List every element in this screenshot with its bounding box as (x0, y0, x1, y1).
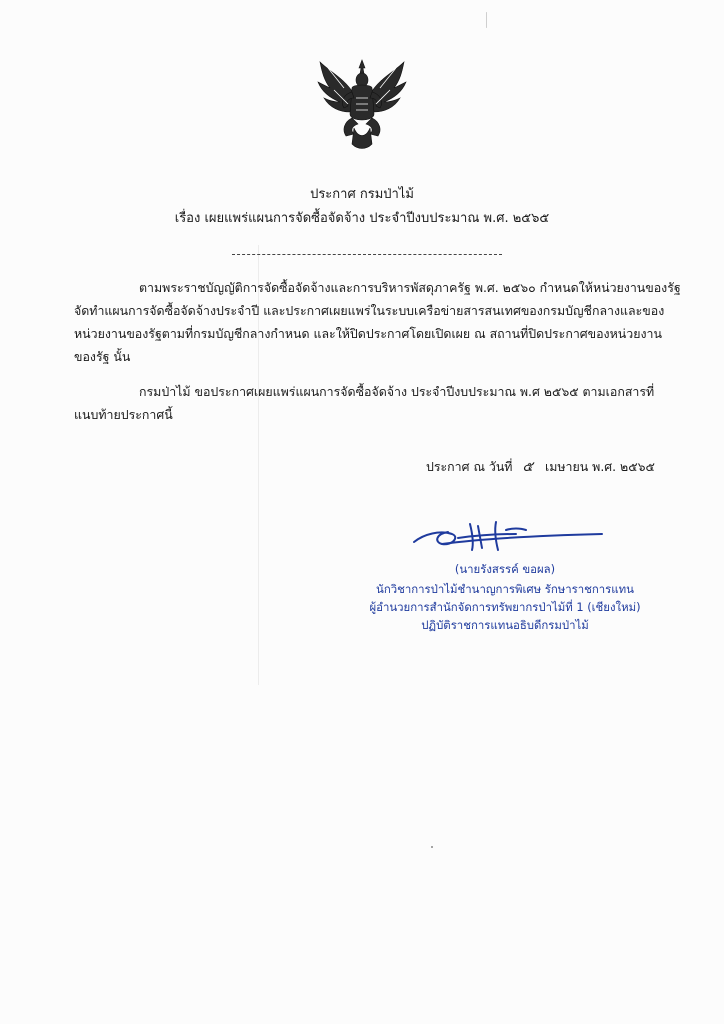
handwritten-signature (412, 516, 608, 556)
scan-speck (431, 846, 433, 848)
signatory-name: (นายรังสรรค์ ขอผล) (454, 562, 556, 576)
signatory-acting: ปฏิบัติราชการแทนอธิบดีกรมป่าไม้ (421, 618, 589, 632)
scan-speck (486, 12, 487, 28)
announcement-date (426, 458, 655, 476)
announcement-title: ประกาศ กรมป่าไม้ (310, 187, 414, 202)
paragraph-line: ตามพระราชบัญญัติการจัดซื้อจัดจ้างและการบริหารพัสดุภาครัฐ พ.ศ. ๒๕๖๐ กำหนดให้หน่วยงานของรัฐ (139, 280, 681, 295)
date-prefix: ประกาศ ณ วันที่ (426, 459, 513, 474)
date-day-handwritten: ๕ (522, 459, 534, 475)
paragraph-line: กรมป่าไม้ ขอประกาศเผยแพร่แผนการจัดซื้อจัดจ้าง ประจำปีงบประมาณ พ.ศ ๒๕๖๕ ตามเอกสารที่ (139, 384, 655, 399)
announcement-subject: เรื่อง เผยแพร่แผนการจัดซื้อจัดจ้าง ประจำปีงบประมาณ พ.ศ. ๒๕๖๕ (174, 211, 550, 226)
paragraph-line: ของรัฐ นั้น (74, 349, 131, 364)
divider-dashed (232, 254, 502, 255)
body-paragraph-2 (74, 380, 655, 426)
signatory-office: ผู้อำนวยการสำนักจัดการทรัพยากรป่าไม้ที่ 1 (เชียงใหม่) (369, 600, 641, 614)
paragraph-line: หน่วยงานของรัฐตามที่กรมบัญชีกลางกำหนด และให้ปิดประกาศโดยเปิดเผย ณ สถานที่ปิดประกาศของหน่วยงาน (74, 326, 662, 341)
signatory-position: นักวิชาการป่าไม้ชำนาญการพิเศษ รักษาราชการแทน (376, 582, 634, 596)
body-paragraph-1 (74, 276, 681, 368)
paragraph-line: แนบท้ายประกาศนี้ (74, 407, 173, 422)
date-suffix: เมษายน พ.ศ. ๒๕๖๕ (544, 459, 655, 474)
paragraph-line: จัดทำแผนการจัดซื้อจัดจ้างประจำปี และประกาศเผยแพร่ในระบบเครือข่ายสารสนเทศของกรมบัญชีกลางและของ (74, 303, 665, 318)
garuda-emblem-icon (314, 58, 410, 150)
